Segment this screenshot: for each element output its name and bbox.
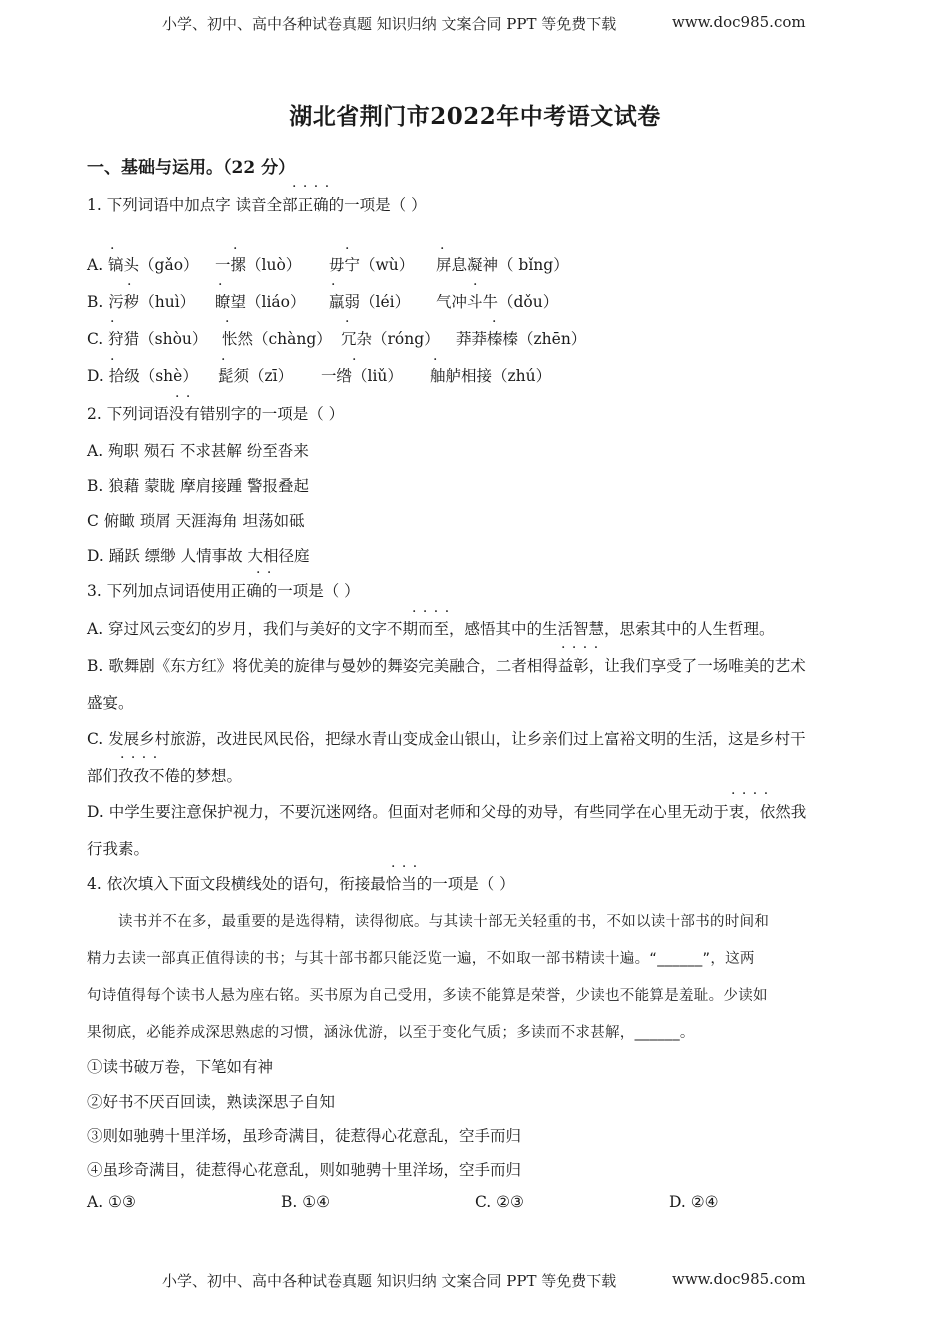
q2-option-b: B. 狼藉 蒙眬 摩肩接踵 警报叠起 xyxy=(87,477,310,495)
emphasis-dots: · xyxy=(221,352,227,368)
q1-option-a-3: 毋宁（wù） xyxy=(329,256,415,274)
header-text: 小学、初中、高中各种试卷真题 知识归纳 文案合同 PPT 等免费下载 xyxy=(162,15,617,33)
q4-choice-a: A. ①③ xyxy=(87,1193,136,1211)
emphasis-dots: · xyxy=(218,277,224,293)
q2-option-a: A. 殉职 殒石 不求甚解 纷至沓来 xyxy=(87,442,309,460)
emphasis-dots: · xyxy=(433,352,439,368)
q1-option-a-4: 屏息凝神（ bǐng） xyxy=(436,256,569,274)
emphasis-dots: · xyxy=(440,241,446,257)
q1-stem: 1. 下列词语中加点字 读音全部正确的一项是（ ） xyxy=(87,196,427,214)
q1-option-b-4: 气冲斗牛（dǒu） xyxy=(436,293,559,311)
q3-option-a: A. 穿过风云变幻的岁月，我们与美好的文字不期而至，感悟其中的生活智慧，思索其中的人生哲理。 xyxy=(87,620,775,638)
q1-option-d-1: D. 拾级（shè） xyxy=(87,367,198,385)
q4-passage-line: 精力去读一部真正值得读的书；与其十部书都只能泛览一遍，不如取一部书精读十遍。“______”，这两 xyxy=(87,951,755,967)
emphasis-dots: · xyxy=(331,277,337,293)
q1-option-c-1: C. 狩猎（shòu） xyxy=(87,330,208,348)
q2-option-d: D. 踊跃 缥缈 人情事故 大相径庭 xyxy=(87,547,310,565)
q1-option-c-3: 冗杂（róng） xyxy=(341,330,440,348)
emphasis-dots: · · · xyxy=(391,859,419,875)
q1-option-b-1: B. 污秽（huì） xyxy=(87,293,196,311)
q4-passage-line: 果彻底，必能养成深思熟虑的习惯，涵泳优游，以至于变化气质；多读而不求甚解，______。 xyxy=(87,1025,695,1041)
emphasis-dots: · xyxy=(345,241,351,257)
q4-passage-line: 句诗值得每个读书人悬为座右铭。买书原为自己受用，多读不能算是荣誉，少读也不能算是羞耻。少读如 xyxy=(87,988,768,1004)
emphasis-dots: · · · · xyxy=(561,640,600,656)
q4-passage-line: 读书并不在多，最重要的是选得精，读得彻底。与其读十部无关轻重的书，不如以读十部书的时间和 xyxy=(118,914,770,930)
q4-item: ④虽珍奇满目，徒惹得心花意乱，则如驰骋十里洋场，空手而归 xyxy=(87,1161,522,1179)
q4-choice-b: B. ①④ xyxy=(281,1193,331,1211)
section-heading: 一、基础与运用。（22 分） xyxy=(87,158,296,178)
q2-stem: 2. 下列词语没有错别字的一项是（ ） xyxy=(87,405,345,423)
q4-choice-d: D. ②④ xyxy=(669,1193,719,1211)
q1-option-b-3: 羸弱（léi） xyxy=(329,293,411,311)
emphasis-dots: · · · · xyxy=(731,786,770,802)
footer-text: 小学、初中、高中各种试卷真题 知识归纳 文案合同 PPT 等免费下载 xyxy=(162,1272,617,1290)
q4-stem: 4. 依次填入下面文段横线处的语句，衔接最恰当的一项是（ ） xyxy=(87,875,515,893)
page-title: 湖北省荆门市2022年中考语文试卷 xyxy=(289,103,661,130)
emphasis-dots: · · · · xyxy=(120,750,159,766)
q2-option-c: C 俯瞰 琐屑 天涯海角 坦荡如砥 xyxy=(87,512,305,530)
emphasis-dots: · xyxy=(110,352,116,368)
q1-option-d-2: 髭须（zī） xyxy=(218,367,294,385)
q1-option-a-2: 一摞（luò） xyxy=(215,256,302,274)
q3-option-d-line1: D. 中学生要注意保护视力，不要沉迷网络。但面对老师和父母的劝导，有些同学在心里无动于衷，依然我 xyxy=(87,803,807,821)
emphasis-dots: · xyxy=(473,277,479,293)
q3-option-b-line1: B. 歌舞剧《东方红》将优美的旋律与曼妙的舞姿完美融合，二者相得益彰，让我们享受了一场唯美的艺术 xyxy=(87,657,806,675)
q3-option-c-line2: 部们孜孜不倦的梦想。 xyxy=(87,767,243,785)
emphasis-dots: · xyxy=(345,314,351,330)
q3-option-d-line2: 行我素。 xyxy=(87,840,150,858)
header-link[interactable]: www.doc985.com xyxy=(672,13,806,31)
q1-option-c-4: 莽莽榛榛（zhēn） xyxy=(456,330,587,348)
emphasis-dots: · xyxy=(492,314,498,330)
q1-option-b-2: 瞭望（liáo） xyxy=(215,293,306,311)
emphasis-dots: · xyxy=(233,241,239,257)
emphasis-dots: · xyxy=(110,241,116,257)
emphasis-dots: · xyxy=(352,352,358,368)
q3-stem: 3. 下列加点词语使用正确的一项是（ ） xyxy=(87,582,360,600)
emphasis-dots: · · · · xyxy=(412,604,451,620)
q1-option-c-2: 怅然（chàng） xyxy=(222,330,332,348)
emphasis-dots: · · · · xyxy=(292,179,331,195)
emphasis-dots: · · xyxy=(256,565,273,581)
q1-option-a-1: A. 镐头（gǎo） xyxy=(87,256,199,274)
q1-option-d-4: 舳舻相接（zhú） xyxy=(430,367,552,385)
q4-item: ②好书不厌百回读，熟读深思子自知 xyxy=(87,1093,336,1111)
q4-item: ③则如驰骋十里洋场，虽珍奇满目，徒惹得心花意乱，空手而归 xyxy=(87,1127,522,1145)
q4-choice-c: C. ②③ xyxy=(475,1193,524,1211)
emphasis-dots: · · xyxy=(175,389,192,405)
q3-option-b-line2: 盛宴。 xyxy=(87,694,134,712)
emphasis-dots: · xyxy=(110,314,116,330)
footer-link[interactable]: www.doc985.com xyxy=(672,1270,806,1288)
q3-option-c-line1: C. 发展乡村旅游，改进民风民俗，把绿水青山变成金山银山，让乡亲们过上富裕文明的生活，这是乡村干 xyxy=(87,730,806,748)
emphasis-dots: · xyxy=(225,314,231,330)
q4-item: ①读书破万卷，下笔如有神 xyxy=(87,1058,274,1076)
q1-option-d-3: 一绺（liǔ） xyxy=(321,367,403,385)
emphasis-dots: · xyxy=(127,277,133,293)
